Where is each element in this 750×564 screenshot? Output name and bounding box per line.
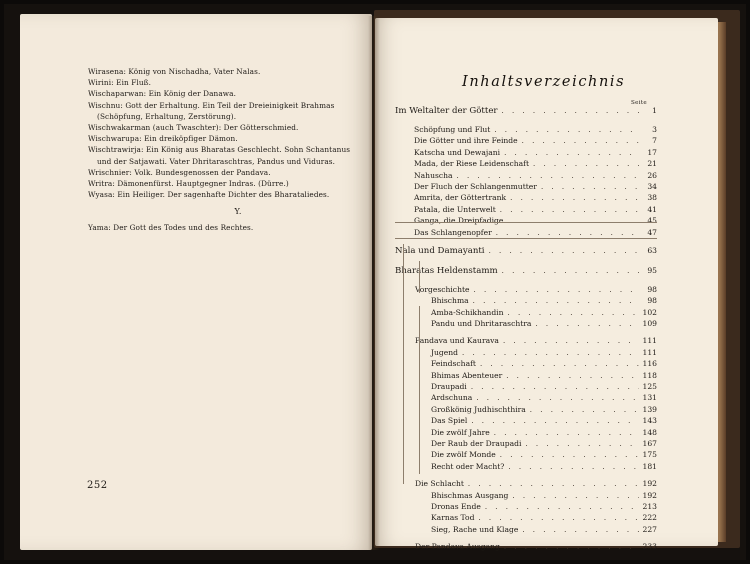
toc-leader-dots <box>522 525 638 536</box>
toc-entry <box>395 524 657 535</box>
toc-leader-dots <box>502 264 639 278</box>
toc-leader-dots <box>502 104 639 118</box>
chapter-bracket <box>419 261 420 293</box>
toc-entry <box>395 227 657 238</box>
toc-entry <box>395 135 657 146</box>
toc-label: Das Spiel <box>431 416 468 426</box>
toc-label: Vorgeschichte <box>415 284 470 294</box>
toc-page-number: 45 <box>647 216 657 226</box>
toc-entry <box>395 204 657 215</box>
glossary-section-letter: Y. <box>234 207 242 217</box>
toc-entry <box>395 215 657 226</box>
page-column-label: Seite <box>631 100 647 106</box>
toc-label: Die Schlacht <box>415 479 464 489</box>
toc-label: Der Raub der Draupadi <box>431 438 522 448</box>
toc-page-number: 1 <box>652 106 657 115</box>
table-of-contents <box>395 104 657 553</box>
toc-entry <box>395 192 657 203</box>
glossary-entry: Wirini: Ein Fluß. <box>88 78 152 88</box>
toc-entry <box>395 427 657 438</box>
toc-page-number: 3 <box>652 125 657 134</box>
glossary-entry: Wischtrawirja: Ein König aus Bharatas Geschlecht. Sohn Schantanus und der Satjawati. Vater Dhritaraschtras, Pandus und Viduras. <box>88 145 351 166</box>
toc-chapter <box>395 541 657 552</box>
toc-label: Im Weltalter der Götter <box>395 106 498 116</box>
toc-label: Bhimas Abenteuer <box>431 370 503 380</box>
toc-page-number: 38 <box>647 193 657 203</box>
toc-page-number: 192 <box>642 490 657 500</box>
toc-entry <box>395 461 657 472</box>
toc-page-number: 131 <box>642 393 657 403</box>
toc-section <box>395 244 657 258</box>
chapter-bracket <box>419 428 420 474</box>
toc-page-number: 139 <box>642 404 657 414</box>
page-number: 252 <box>87 480 108 491</box>
toc-page-number: 26 <box>647 170 657 180</box>
toc-label: Amrita, der Göttertrank <box>414 193 507 203</box>
glossary-entry: Yama: Der Gott des Todes und des Rechtes. <box>88 222 254 232</box>
toc-page-number: 233 <box>642 542 657 552</box>
toc-page-number: 17 <box>647 147 657 157</box>
toc-entry <box>395 318 657 329</box>
toc-page-number: 222 <box>642 513 657 523</box>
toc-page-number: 111 <box>642 336 657 346</box>
toc-page-number: 95 <box>647 265 657 275</box>
toc-label: Die zwölf Jahre <box>431 427 490 437</box>
glossary-entry: Wischaparwan: Ein König der Danawa. <box>88 89 236 99</box>
toc-label: Pandu und Dhritaraschtra <box>431 319 532 329</box>
toc-label: Draupadi <box>431 382 467 392</box>
toc-page-number: 148 <box>642 427 657 437</box>
glossary-entry: Wischwakarman (auch Twaschter): Der Götterschmied. <box>88 123 299 133</box>
toc-label: Nala und Damayanti <box>395 245 485 256</box>
toc-page-number: 143 <box>642 416 657 426</box>
toc-entry <box>395 415 657 426</box>
toc-label: Der Pandava Ausgang <box>415 542 500 552</box>
section-rule <box>395 238 657 239</box>
toc-entry <box>395 490 657 501</box>
toc-entry <box>395 438 657 449</box>
book-gutter <box>368 16 380 550</box>
toc-page-number: 98 <box>647 284 657 294</box>
toc-page-number: 227 <box>642 524 657 534</box>
section-rule <box>395 222 657 223</box>
toc-label: Ganga, die Dreipfadige <box>414 216 504 226</box>
glossary-entry: Wischwarupa: Ein dreiköpfiger Dämon. <box>88 134 238 144</box>
toc-page-number: 118 <box>642 370 657 380</box>
toc-label: Die zwölf Monde <box>431 450 496 460</box>
toc-chapter <box>395 335 657 346</box>
toc-entry <box>395 358 657 369</box>
toc-label: Bhischma <box>431 296 469 306</box>
toc-chapter <box>395 284 657 295</box>
toc-label: Mada, der Riese Leidenschaft <box>414 159 530 169</box>
toc-label: Dronas Ende <box>431 501 481 511</box>
toc-page-number: 102 <box>642 307 657 317</box>
page-title: Inhaltsverzeichnis <box>462 74 626 90</box>
toc-entry <box>395 181 657 192</box>
toc-label: Sieg, Rache und Klage <box>431 524 519 534</box>
glossary <box>88 66 360 233</box>
toc-page-number: 47 <box>647 227 657 237</box>
toc-label: Ardschuna <box>431 393 473 403</box>
toc-page-number: 175 <box>642 450 657 460</box>
toc-page-number: 111 <box>642 347 657 357</box>
toc-page-number: 192 <box>642 479 657 489</box>
toc-label: Katscha und Dewajani <box>414 147 501 157</box>
toc-label: Nahuscha <box>414 170 453 180</box>
chapter-bracket <box>419 306 420 432</box>
toc-page-number: 98 <box>647 296 657 306</box>
toc-chapter <box>395 478 657 489</box>
toc-page-number: 181 <box>642 461 657 471</box>
toc-page-number: 125 <box>642 382 657 392</box>
glossary-entry: Wirasena: König von Nischadha, Vater Nalas. <box>88 67 261 76</box>
toc-entry <box>395 404 657 415</box>
toc-section <box>395 104 657 118</box>
toc-page-number: 7 <box>652 136 657 146</box>
toc-page-number: 116 <box>642 359 657 369</box>
toc-label: Amba-Schikhandin <box>431 307 504 317</box>
toc-entry <box>395 170 657 181</box>
toc-entry <box>395 347 657 358</box>
toc-label: Bharatas Heldenstamm <box>395 265 498 276</box>
glossary-entry: Wyasa: Ein Heiliger. Der sagenhafte Dichter des Bharataliedes. <box>88 190 330 200</box>
toc-label: Patala, die Unterwelt <box>414 204 496 214</box>
toc-page-number: 21 <box>647 159 657 169</box>
toc-entry <box>395 158 657 169</box>
toc-entry <box>395 307 657 318</box>
section-bracket <box>403 244 404 484</box>
toc-entry <box>395 392 657 403</box>
toc-entry <box>395 124 657 135</box>
toc-entry <box>395 381 657 392</box>
toc-page-number: 167 <box>642 438 657 448</box>
toc-entry <box>395 370 657 381</box>
toc-page-number: 63 <box>647 245 657 255</box>
toc-label: Das Schlangenopfer <box>414 227 492 237</box>
toc-label: Bhischmas Ausgang <box>431 490 509 500</box>
toc-leader-dots <box>535 319 638 330</box>
toc-label: Jugend <box>431 347 459 357</box>
toc-entry <box>395 449 657 460</box>
toc-label: Großkönig Judhischthira <box>431 404 526 414</box>
toc-leader-dots <box>508 462 638 473</box>
toc-entry <box>395 501 657 512</box>
glossary-entry: Writra: Dämonenfürst. Hauptgegner Indras. (Dürre.) <box>88 179 289 189</box>
toc-entry <box>395 295 657 306</box>
toc-label: Karnas Tod <box>431 513 475 523</box>
toc-label: Recht oder Macht? <box>431 461 505 471</box>
toc-entry <box>395 512 657 523</box>
toc-label: Der Fluch der Schlangenmutter <box>414 181 537 191</box>
toc-page-number: 213 <box>642 501 657 511</box>
glossary-entry: Wrischnier: Volk. Bundesgenossen der Pandava. <box>88 167 271 177</box>
toc-page-number: 109 <box>642 319 657 329</box>
toc-label: Feindschaft <box>431 359 476 369</box>
toc-page-number: 41 <box>647 204 657 214</box>
toc-label: Pandava und Kaurava <box>415 336 499 346</box>
toc-entry <box>395 147 657 158</box>
toc-section <box>395 264 657 278</box>
toc-label: Schöpfung und Flut <box>414 125 491 134</box>
toc-label: Die Götter und ihre Feinde <box>414 136 518 146</box>
toc-leader-dots <box>489 244 639 258</box>
toc-leader-dots <box>504 542 639 553</box>
toc-page-number: 34 <box>647 181 657 191</box>
glossary-entry: Wischnu: Gott der Erhaltung. Ein Teil der Dreieinigkeit Brahmas (Schöpfung, Erhaltung, Zerstörung). <box>88 100 335 121</box>
